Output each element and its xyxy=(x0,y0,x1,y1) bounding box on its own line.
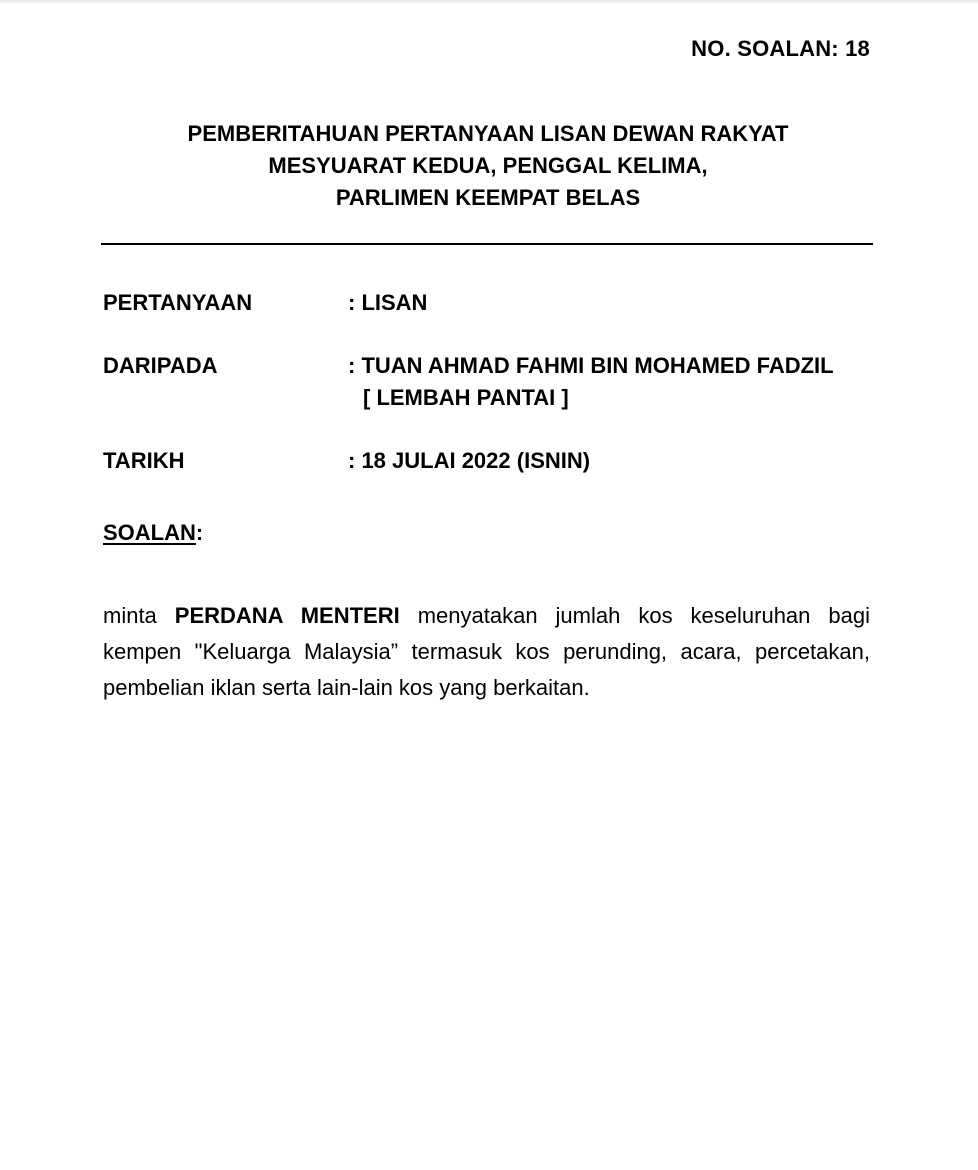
question-line-1 xyxy=(103,598,870,634)
question-number: NO. SOALAN: 18 xyxy=(691,36,870,61)
question-addressee: PERDANA MENTERI xyxy=(174,603,400,628)
field-label-pertanyaan: PERTANYAAN xyxy=(103,290,253,315)
question-line-1-post: menyatakan jumlah kos keseluruhan bagi xyxy=(399,603,870,628)
field-value-daripada: : TUAN AHMAD FAHMI BIN MOHAMED FADZIL xyxy=(348,353,834,378)
field-value-pertanyaan: : LISAN xyxy=(348,290,428,315)
document-title xyxy=(103,118,873,214)
title-line-2: MESYUARAT KEDUA, PENGGAL KELIMA, xyxy=(268,153,708,178)
question-body xyxy=(103,598,870,706)
soalan-heading xyxy=(103,517,203,549)
field-label-daripada: DARIPADA xyxy=(103,353,218,378)
question-line-2: kempen "Keluarga Malaysia” termasuk kos perunding, acara, percetakan, xyxy=(103,639,870,664)
soalan-heading-colon: : xyxy=(195,520,204,545)
question-line-3: pembelian iklan serta lain-lain kos yang berkaitan. xyxy=(103,675,590,700)
field-value-tarikh: : 18 JULAI 2022 (ISNIN) xyxy=(348,448,591,473)
field-label-tarikh: TARIKH xyxy=(103,448,185,473)
question-line-1-pre: minta xyxy=(103,603,175,628)
field-value-daripada-constituency: [ LEMBAH PANTAI ] xyxy=(363,385,569,410)
title-line-3: PARLIMEN KEEMPAT BELAS xyxy=(335,185,641,210)
title-divider xyxy=(101,243,873,245)
field-value-daripada-wrap xyxy=(348,350,834,414)
title-line-1: PEMBERITAHUAN PERTANYAAN LISAN DEWAN RAKYAT xyxy=(187,121,789,146)
page-top-edge xyxy=(0,0,978,4)
soalan-heading-text: SOALAN xyxy=(103,520,196,545)
